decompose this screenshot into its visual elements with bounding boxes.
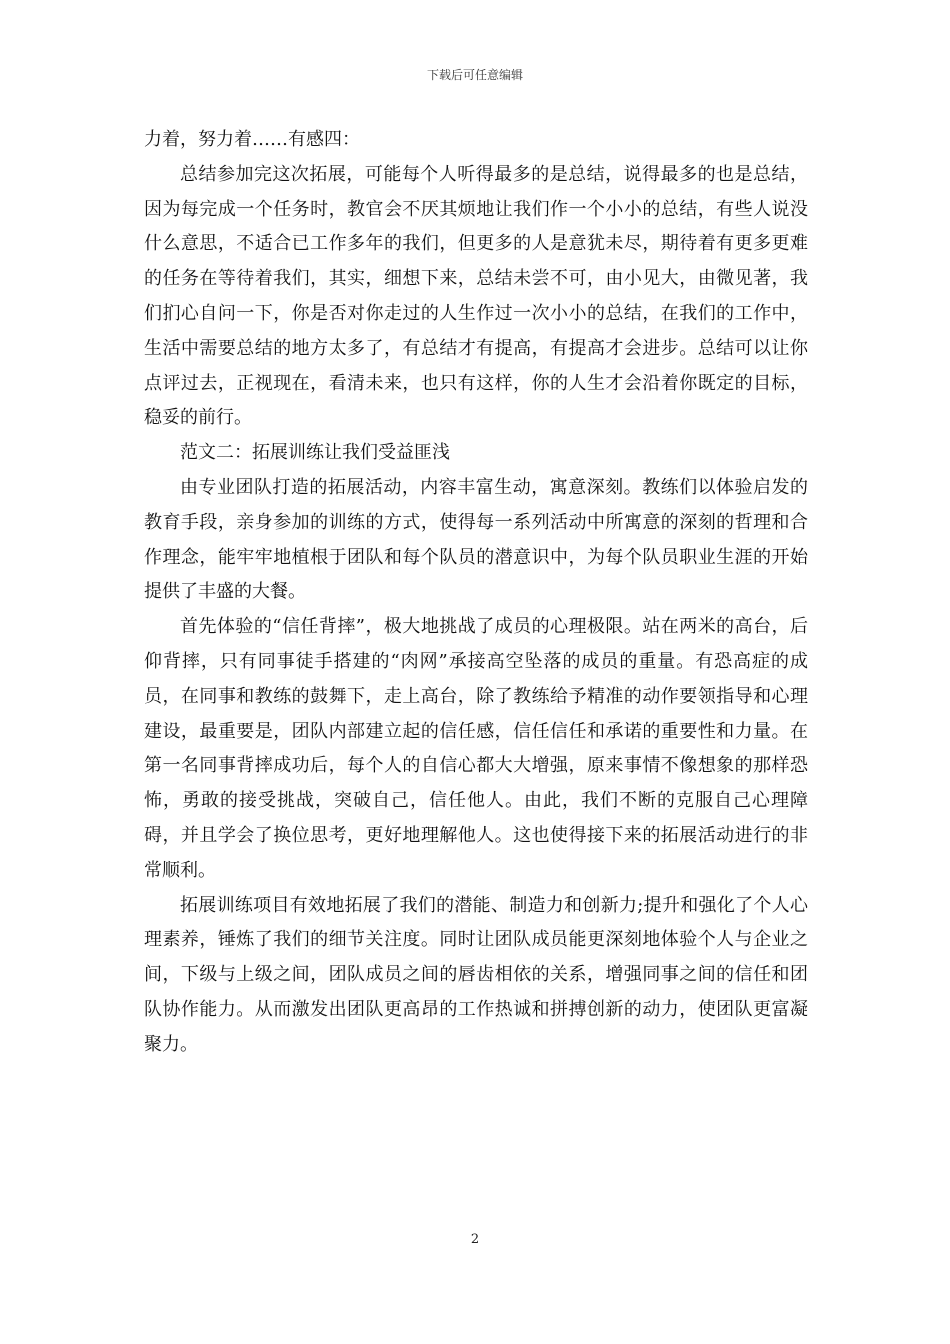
paragraph-trust-fall: 首先体验的“信任背摔”，极大地挑战了成员的心理极限。站在两米的高台，后仰背摔，只有同事徒手搭建的“肉网”承接高空坠落的成员的重量。有恐高症的成员，在同事和教练的鼓舞下，走上高台，除了教练给予精准的动作要领指导和心理建设，最重要是，团队内部建立起的信任感，信任信任和承诺的重要性和力量。在第一名同事背摔成功后，每个人的自信心都大大增强，原来事情不像想象的那样恐怖，勇敢的接受挑战，突破自己，信任他人。由此，我们不断的克服自己心理障碍，并且学会了换位思考，更好地理解他人。这也使得接下来的拓展活动进行的非常顺利。 <box>144 616 808 881</box>
page-number: 2 <box>470 1232 480 1247</box>
paragraph-continuation: 力着，努力着……有感四： <box>144 129 360 150</box>
paragraph-conclusion: 拓展训练项目有效地拓展了我们的潜能、制造力和创新力;提升和强化了个人心理素养，锤炼了我们的细节关注度。同时让团队成员能更深刻地体验个人与企业之间，下级与上级之间，团队成员之间的唇齿相依的关系，增强同事之间的信任和团队协作能力。从而激发出团队更高昂的工作热诚和拼搏创新的动力，使团队更富凝聚力。 <box>144 894 808 1055</box>
paragraph-summary: 总结参加完这次拓展，可能每个人听得最多的是总结，说得最多的也是总结，因为每完成一个任务时，教官会不厌其烦地让我们作一个小小的总结，有些人说没什么意思，不适合已工作多年的我们，但更多的人是意犹未尽，期待着有更多更难的任务在等待着我们，其实，细想下来，总结未尝不可，由小见大，由微见著，我们扪心自问一下，你是否对你走过的人生作过一次小小的总结，在我们的工作中，生活中需要总结的地方太多了，有总结才有提高，有提高才会进步。总结可以让你点评过去，正视现在，看清未来，也只有这样，你的人生才会沿着你既定的目标，稳妥的前行。 <box>144 163 808 429</box>
document-body <box>144 123 808 1063</box>
section-heading: 范文二：拓展训练让我们受益匪浅 <box>180 442 450 464</box>
paragraph-intro: 由专业团队打造的拓展活动，内容丰富生动，寓意深刻。教练们以体验启发的教育手段，亲身参加的训练的方式，使得每一系列活动中所寓意的深刻的哲理和合作理念，能牢牢地植根于团队和每个队员的潜意识中，为每个队员职业生涯的开始提供了丰盛的大餐。 <box>144 476 808 603</box>
page-header: 下载后可任意编辑 <box>426 68 523 82</box>
